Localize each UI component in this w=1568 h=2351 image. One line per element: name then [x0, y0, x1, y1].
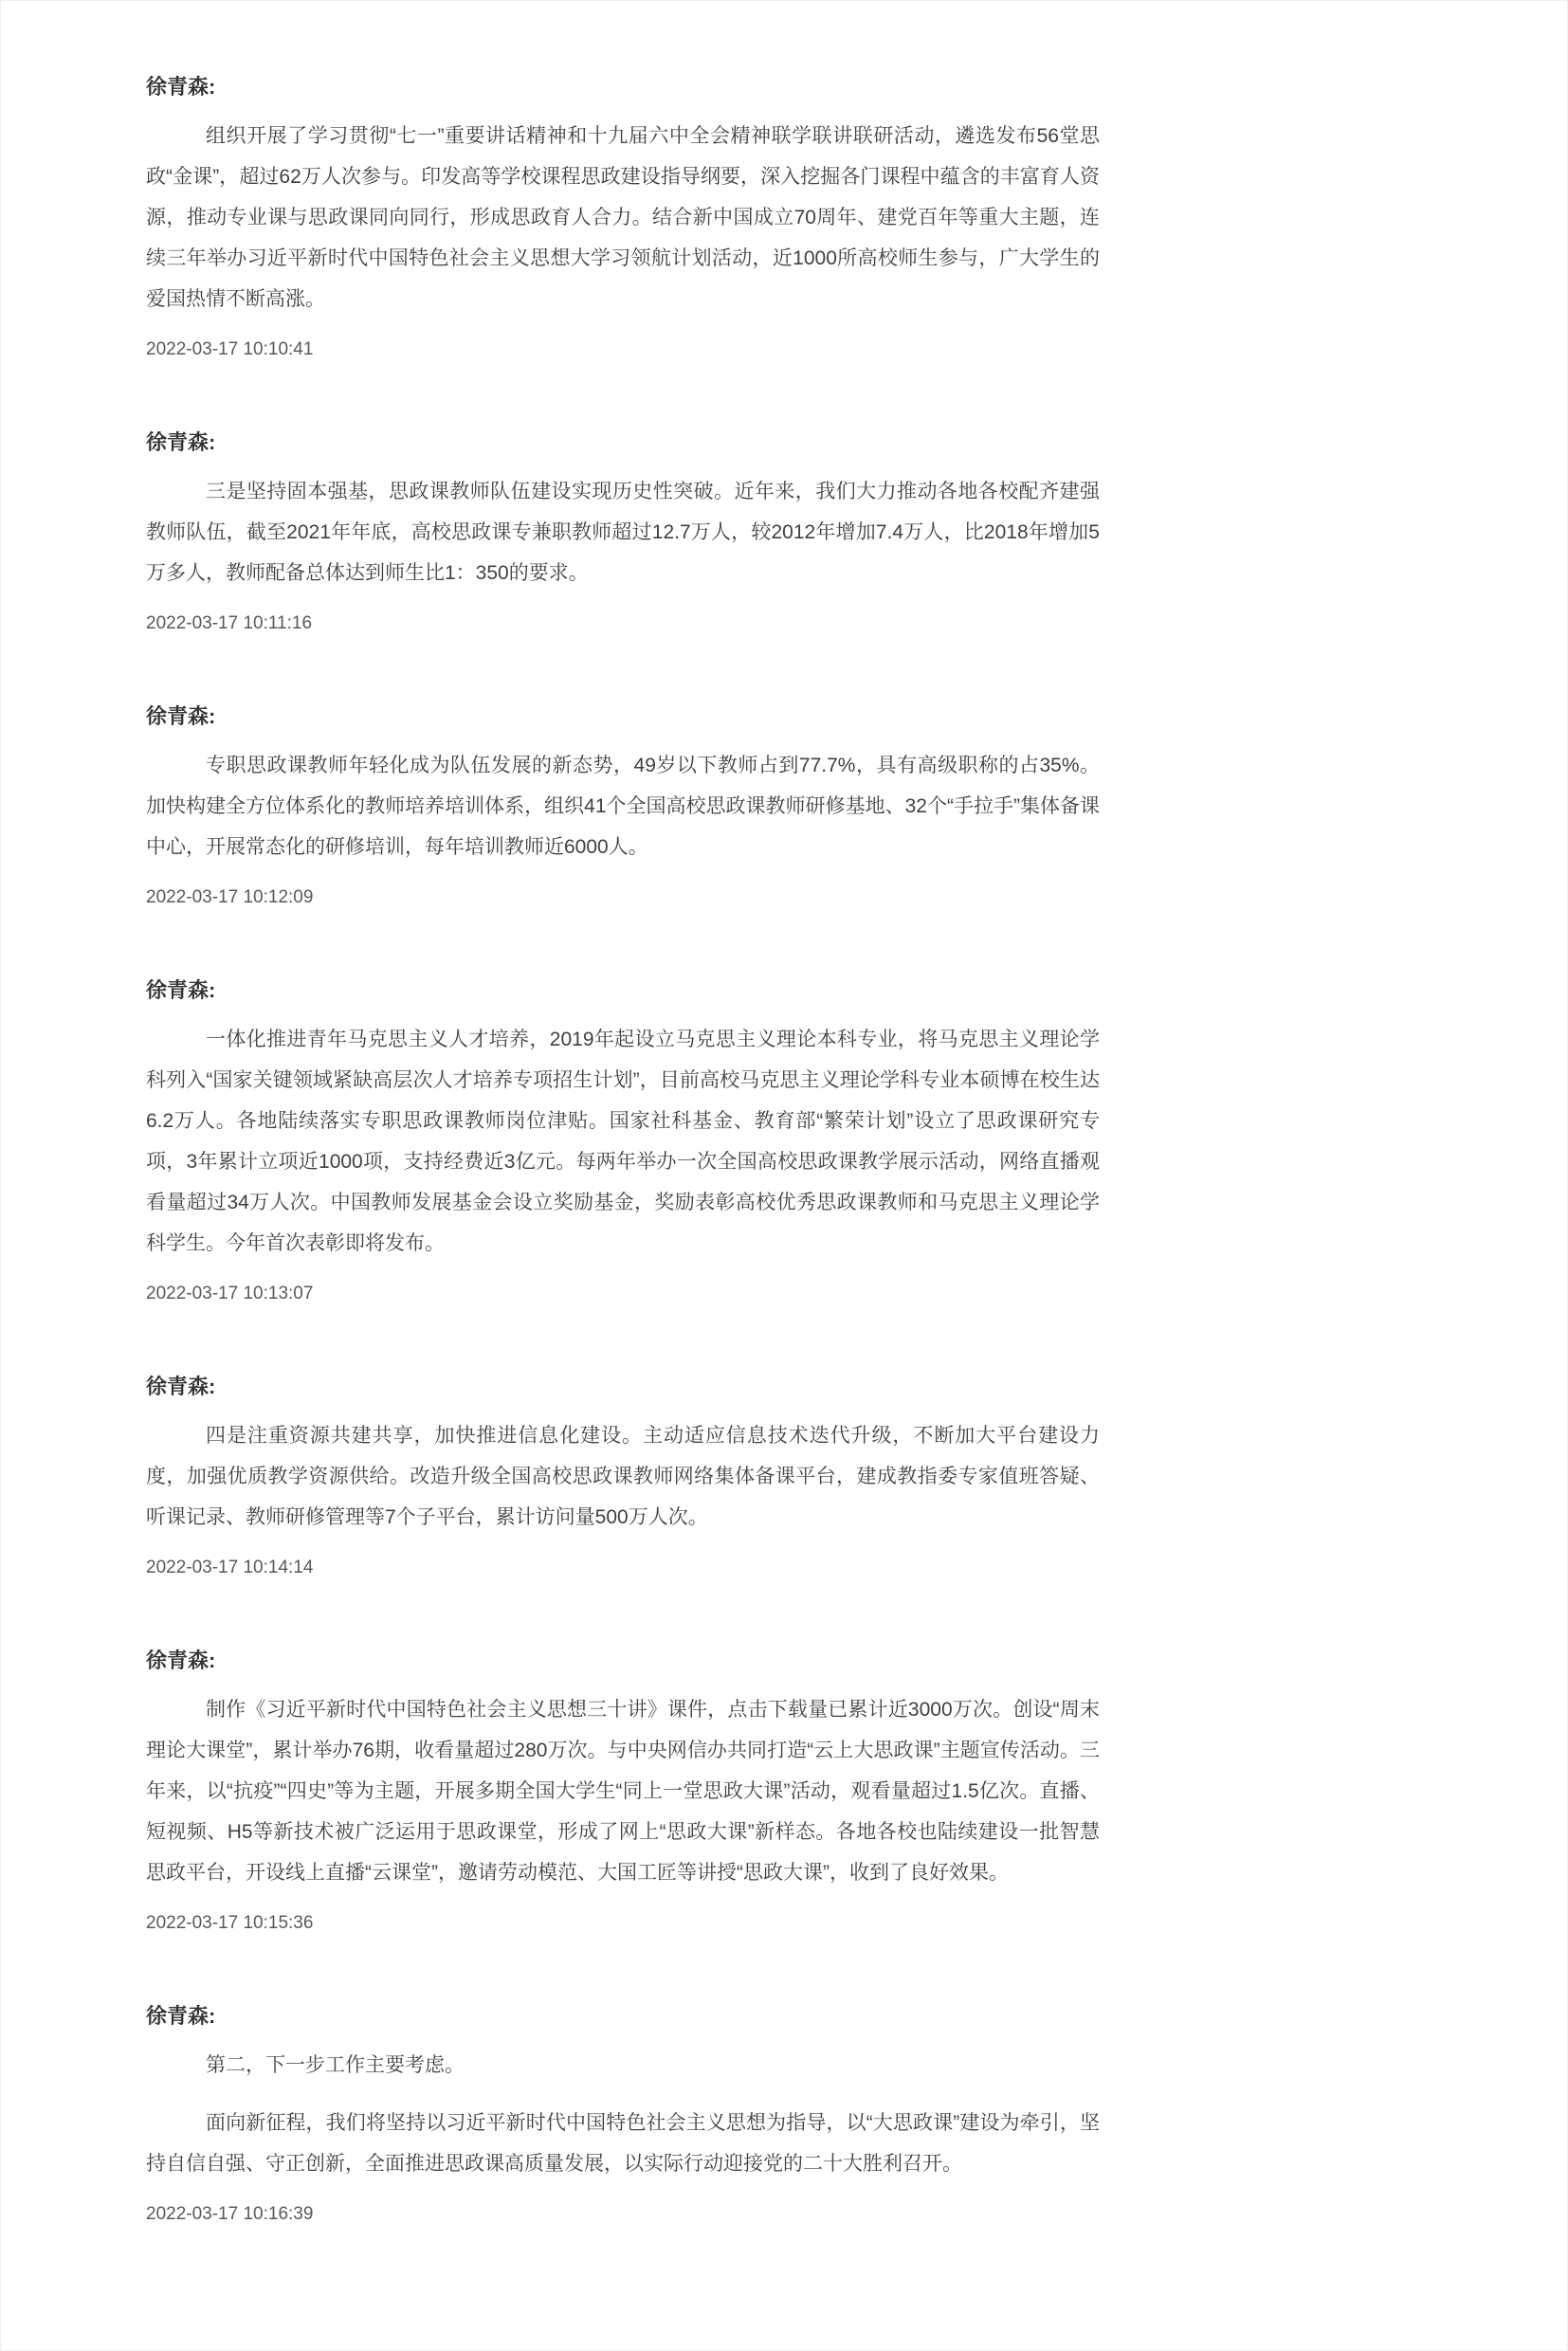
message-block	[146, 2003, 1100, 2226]
speaker-name: 徐青森:	[146, 430, 216, 454]
message-block	[146, 74, 1100, 361]
message-timestamp: 2022-03-17 10:12:09	[146, 887, 314, 907]
message-timestamp: 2022-03-17 10:14:14	[146, 1558, 314, 1577]
message-paragraph: 专职思政课教师年轻化成为队伍发展的新态势，49岁以下教师占到77.7%，具有高级职称的占35%。加快构建全方位体系化的教师培养培训体系，组织41个全国高校思政课教师研修基地、32个“手拉手”集体备课中心，开展常态化的研修培训，每年培训教师近6000人。	[146, 755, 1100, 858]
message-block	[146, 429, 1100, 635]
message-timestamp: 2022-03-17 10:10:41	[146, 339, 314, 359]
message-block	[146, 703, 1100, 909]
message-list	[146, 74, 1100, 2226]
message-paragraphs	[146, 1415, 1100, 1538]
message-paragraph: 四是注重资源共建共享，加快推进信息化建设。主动适应信息技术迭代升级，不断加大平台建设力度，加强优质教学资源供给。改造升级全国高校思政课教师网络集体备课平台，建成教指委专家值班答疑、听课记录、教师研修管理等7个子平台，累计访问量500万人次。	[146, 1425, 1100, 1528]
message-paragraphs	[146, 2045, 1100, 2184]
message-block	[146, 1374, 1100, 1579]
speaker-name: 徐青森:	[146, 1375, 216, 1398]
message-timestamp: 2022-03-17 10:11:16	[146, 613, 313, 633]
speaker-name: 徐青森:	[146, 75, 216, 99]
message-paragraphs	[146, 1689, 1100, 1893]
message-timestamp: 2022-03-17 10:16:39	[146, 2204, 314, 2224]
message-paragraph: 面向新征程，我们将坚持以习近平新时代中国特色社会主义思想为指导，以“大思政课”建设为牵引，坚持自信自强、守正创新，全面推进思政课高质量发展，以实际行动迎接党的二十大胜利召开。	[146, 2112, 1100, 2175]
speaker-name: 徐青森:	[146, 1649, 216, 1672]
message-paragraph: 一体化推进青年马克思主义人才培养，2019年起设立马克思主义理论本科专业，将马克思主义理论学科列入“国家关键领域紧缺高层次人才培养专项招生计划”，目前高校马克思主义理论学科专业本硕博在校生达6.2万人。各地陆续落实专职思政课教师岗位津贴。国家社科基金、教育部“繁荣计划”设立了思政课研究专项，3年累计立项近1000项，支持经费近3亿元。每两年举办一次全国高校思政课教学展示活动，网络直播观看量超过34万人次。中国教师发展基金会设立奖励基金，奖励表彰高校优秀思政课教师和马克思主义理论学科学生。今年首次表彰即将发布。	[146, 1029, 1100, 1254]
message-paragraphs	[146, 116, 1100, 319]
message-block	[146, 1648, 1100, 1935]
message-paragraph: 第二，下一步工作主要考虑。	[206, 2054, 465, 2076]
speaker-name: 徐青森:	[146, 704, 216, 728]
message-paragraph: 制作《习近平新时代中国特色社会主义思想三十讲》课件，点击下载量已累计近3000万次。创设“周末理论大课堂”，累计举办76期，收看量超过280万次。与中央网信办共同打造“云上大思政课”主题宣传活动。三年来，以“抗疫”“四史”等为主题，开展多期全国大学生“同上一堂思政大课”活动，观看量超过1.5亿次。直播、短视频、H5等新技术被广泛运用于思政课堂，形成了网上“思政大课”新样态。各地各校也陆续建设一批智慧思政平台，开设线上直播“云课堂”，邀请劳动模范、大国工匠等讲授“思政大课”，收到了良好效果。	[146, 1699, 1100, 1884]
message-timestamp: 2022-03-17 10:15:36	[146, 1913, 314, 1933]
message-paragraphs	[146, 471, 1100, 593]
message-paragraphs	[146, 1019, 1100, 1264]
message-timestamp: 2022-03-17 10:13:07	[146, 1284, 314, 1303]
message-paragraph: 三是坚持固本强基，思政课教师队伍建设实现历史性突破。近年来，我们大力推动各地各校配齐建强教师队伍，截至2021年年底，高校思政课专兼职教师超过12.7万人，较2012年增加7.4万人，比2018年增加5万多人，教师配备总体达到师生比1：350的要求。	[146, 481, 1100, 584]
message-paragraph: 组织开展了学习贯彻“七一”重要讲话精神和十九届六中全会精神联学联讲联研活动，遴选发布56堂思政“金课”，超过62万人次参与。印发高等学校课程思政建设指导纲要，深入挖掘各门课程中蕴含的丰富育人资源，推动专业课与思政课同向同行，形成思政育人合力。结合新中国成立70周年、建党百年等重大主题，连续三年举办习近平新时代中国特色社会主义思想大学习领航计划活动，近1000所高校师生参与，广大学生的爱国热情不断高涨。	[146, 125, 1100, 310]
message-paragraphs	[146, 745, 1100, 867]
message-block	[146, 977, 1100, 1305]
speaker-name: 徐青森:	[146, 978, 216, 1002]
speaker-name: 徐青森:	[146, 2004, 216, 2028]
